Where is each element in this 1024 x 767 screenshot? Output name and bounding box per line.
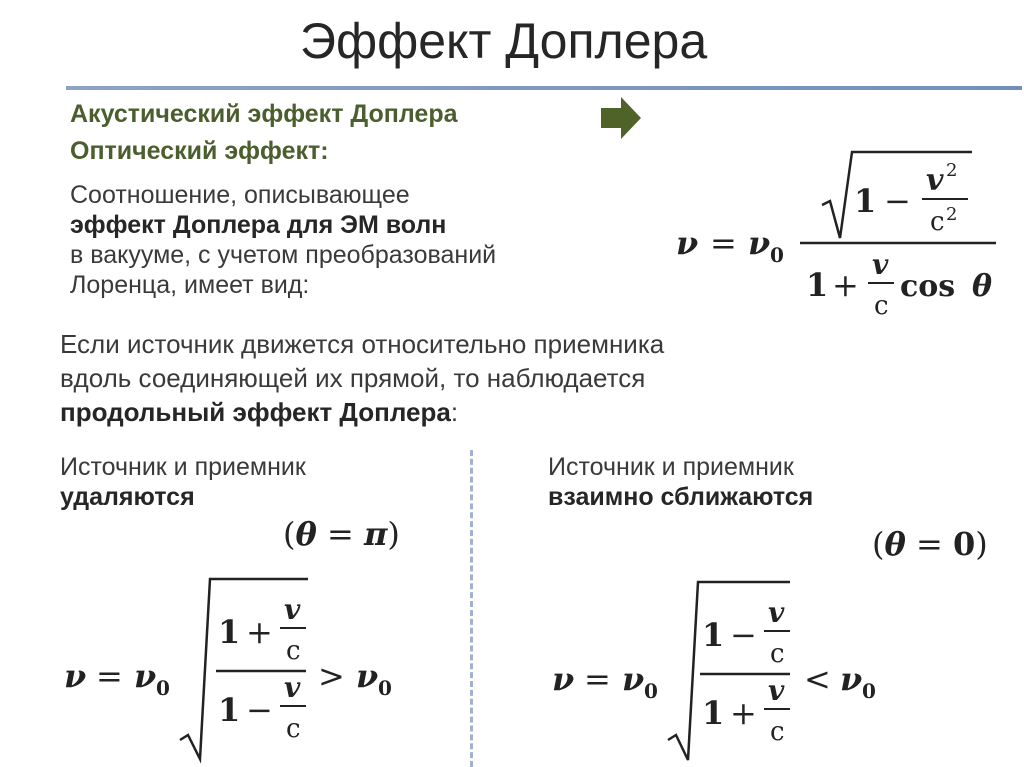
longitudinal-line-1: Если источник движется относительно приемника <box>60 329 665 359</box>
relation-line-3: в вакууме, с учетом преобразований <box>70 241 497 269</box>
title-underline <box>66 86 1022 90</box>
left-nu0: ν <box>134 657 157 695</box>
formula-nu0-sub: 0 <box>770 243 784 267</box>
right-num-minus: − <box>730 616 757 654</box>
right-lt: < <box>804 660 831 698</box>
left-den-v: v <box>284 671 301 704</box>
right-den-plus: + <box>730 694 757 732</box>
sqrt-minus: − <box>884 182 911 220</box>
longitudinal-line-2: вдоль соединяющей их прямой, то наблюдается <box>60 363 646 393</box>
left-num-plus: + <box>246 613 273 651</box>
relation-paragraph <box>70 180 496 300</box>
sqrt-one: 1 <box>854 182 877 220</box>
left-rhs-nu0-sub: 0 <box>378 676 392 700</box>
right-num-c: c <box>770 639 785 669</box>
sqrt-v: v <box>926 163 944 198</box>
left-gt: > <box>318 657 345 695</box>
right-den-c: c <box>770 717 785 747</box>
right-num-one: 1 <box>702 616 725 654</box>
relation-line-4: Лоренца, имеет вид: <box>70 271 310 299</box>
receding-line-1: Источник и приемник <box>60 453 306 481</box>
right-rhs-nu0: ν <box>840 660 863 698</box>
right-nu: ν <box>552 660 575 698</box>
left-num-one: 1 <box>218 613 241 651</box>
acoustic-effect-link[interactable]: Акустический эффект Доплера <box>70 100 458 128</box>
right-rhs-nu0-sub: 0 <box>862 679 876 703</box>
approaching-angle: 0 <box>952 525 976 563</box>
denom-cos: cos <box>900 269 956 304</box>
receding-case-heading <box>60 452 306 512</box>
approaching-line-1: Источник и приемник <box>548 453 794 481</box>
right-num-v: v <box>768 596 785 629</box>
denom-c: c <box>874 291 889 321</box>
formula-nu: ν <box>676 224 699 262</box>
approaching-condition: (θ = 0) <box>872 525 988 563</box>
longitudinal-paragraph <box>60 327 664 429</box>
left-nu0-sub: 0 <box>156 676 170 700</box>
approaching-case-heading <box>548 452 813 512</box>
receding-theta: θ <box>295 515 317 553</box>
denom-one: 1 <box>806 266 829 304</box>
slide-title: Эффект Доплера <box>300 13 708 69</box>
column-divider <box>470 450 473 767</box>
left-num-c: c <box>286 636 301 666</box>
denom-v: v <box>872 248 889 281</box>
receding-line-2: удаляются <box>60 483 195 511</box>
sqrt-c-power: 2 <box>946 204 958 225</box>
arrow-right-icon[interactable] <box>601 95 643 141</box>
left-num-v: v <box>284 593 301 626</box>
receding-doppler-formula <box>60 575 410 765</box>
sqrt-v-power: 2 <box>946 160 958 181</box>
right-den-one: 1 <box>702 694 725 732</box>
left-den-c: c <box>286 714 301 744</box>
general-doppler-formula <box>670 150 1010 330</box>
denom-plus: + <box>832 266 859 304</box>
left-eq: = <box>96 657 123 695</box>
relation-line-1: Соотношение, описывающее <box>70 181 410 209</box>
receding-condition: (θ = π) <box>283 515 400 553</box>
approaching-doppler-formula <box>548 578 898 767</box>
left-nu: ν <box>64 657 87 695</box>
left-den-one: 1 <box>218 691 241 729</box>
optical-effect-heading: Оптический эффект: <box>70 137 329 165</box>
right-eq: = <box>584 660 611 698</box>
relation-line-2: эффект Доплера для ЭМ волн <box>70 211 447 239</box>
receding-angle: π <box>363 515 388 553</box>
right-nu0-sub: 0 <box>644 679 658 703</box>
left-rhs-nu0: ν <box>356 657 379 695</box>
approaching-line-2: взаимно сближаются <box>548 483 814 511</box>
denom-theta: θ <box>972 269 993 304</box>
sqrt-c: c <box>930 207 945 237</box>
approaching-theta: θ <box>884 525 906 563</box>
formula-nu0: ν <box>748 224 771 262</box>
longitudinal-colon: : <box>450 397 459 427</box>
left-den-minus: − <box>246 691 273 729</box>
right-den-v: v <box>768 674 785 707</box>
formula-eq: = <box>710 224 737 262</box>
longitudinal-line-3 <box>60 395 664 429</box>
longitudinal-bold-term: продольный эффект Доплера <box>60 397 451 427</box>
right-nu0: ν <box>622 660 645 698</box>
